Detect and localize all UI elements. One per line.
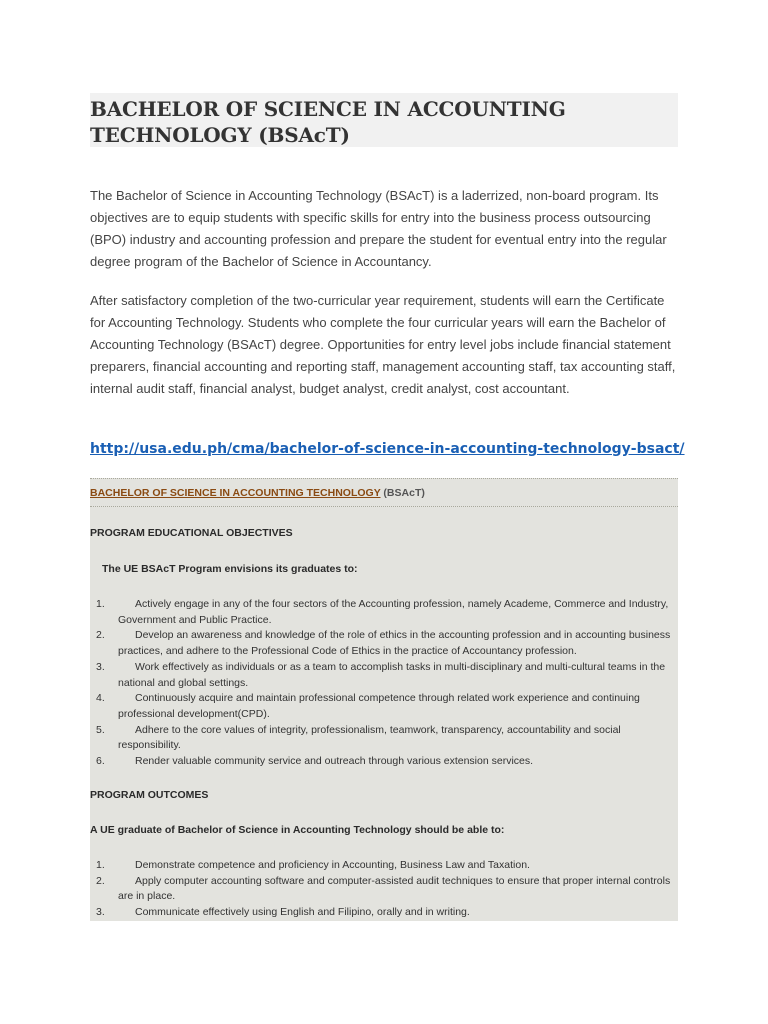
list-number: 6. — [96, 755, 105, 768]
program-panel — [90, 478, 678, 921]
list-item — [90, 905, 680, 921]
completion-paragraph: After satisfactory completion of the two-curricular year requirement, students will earn the Certificate for Accounting Technology. Students who complete the four curricular years will earn the Bachelor of Accounting Technology (BSAcT) degree. Opportunities for entry level jobs include financial statement preparers, financial accounting and reporting staff, management accounting staff, tax accounting staff, internal audit staff, financial analyst, budget analyst, credit analyst, cost accountant. — [90, 293, 676, 396]
list-item — [90, 597, 680, 628]
program-link[interactable]: BACHELOR OF SCIENCE IN ACCOUNTING TECHNOLOGY — [90, 487, 381, 499]
page-title: BACHELOR OF SCIENCE IN ACCOUNTING TECHNOLOGY (BSAcT) — [90, 97, 566, 147]
panel-top-divider — [90, 478, 678, 479]
outcomes-heading: PROGRAM OUTCOMES — [90, 789, 209, 801]
list-number: 1. — [96, 598, 105, 610]
list-text: Work effectively as individuals or as a team to accomplish tasks in multi-disciplinary and multi-cultural teams in the national and global settings. — [118, 660, 666, 689]
list-number: 1. — [96, 859, 105, 871]
list-item — [90, 628, 680, 659]
objectives-list — [90, 597, 680, 770]
panel-program-heading — [90, 486, 425, 500]
panel-header-divider — [90, 506, 678, 507]
list-number: 3. — [96, 906, 105, 919]
source-link[interactable]: http://usa.edu.ph/cma/bachelor-of-science-in-accounting-technology-bsact/ — [90, 441, 685, 457]
list-number: 2. — [96, 629, 105, 642]
list-text: Render valuable community service and outreach through various extension services. — [135, 755, 534, 768]
list-number: 5. — [96, 723, 105, 736]
list-item — [90, 660, 680, 691]
list-text: Develop an awareness and knowledge of the role of ethics in the accounting profession and in accounting business practices, and adhere to the Professional Code of Ethics in the practice of Accountancy profession. — [118, 629, 671, 658]
objectives-heading: PROGRAM EDUCATIONAL OBJECTIVES — [90, 527, 293, 539]
outcomes-intro: A UE graduate of Bachelor of Science in Accounting Technology should be able to: — [90, 824, 505, 836]
list-number: 4. — [96, 692, 105, 705]
intro-paragraph: The Bachelor of Science in Accounting Technology (BSAcT) is a laderrized, non-board program. Its objectives are to equip students with specific skills for entry into the business process outsourcing (BPO) industry and accounting profession and prepare the student for eventual entry into the regular degree program of the Bachelor of Science in Accountancy. — [90, 188, 667, 269]
list-number: 2. — [96, 874, 105, 887]
list-item — [90, 754, 680, 770]
list-text: Apply computer accounting software and computer-assisted audit techniques to ensure that proper internal controls are in place. — [118, 874, 671, 903]
list-number: 3. — [96, 660, 105, 673]
program-suffix: (BSAcT) — [380, 487, 425, 499]
list-text: Continuously acquire and maintain professional competence through related work experience and continuing professional development(CPD). — [118, 692, 640, 720]
list-text: Actively engage in any of the four sectors of the Accounting profession, namely Academe, Commerce and Industry, Government and Public Practice. — [118, 598, 669, 626]
list-item — [90, 874, 680, 905]
list-text: Adhere to the core values of integrity, professionalism, teamwork, transparency, accountability and social responsibility. — [118, 723, 621, 752]
list-item — [90, 858, 680, 874]
list-item — [90, 723, 680, 754]
list-item — [90, 691, 680, 722]
objectives-intro: The UE BSAcT Program envisions its graduates to: — [102, 563, 358, 575]
outcomes-list — [90, 858, 680, 921]
list-text: Demonstrate competence and proficiency in Accounting, Business Law and Taxation. — [135, 859, 530, 871]
list-text: Communicate effectively using English and Filipino, orally and in writing. — [135, 906, 470, 919]
